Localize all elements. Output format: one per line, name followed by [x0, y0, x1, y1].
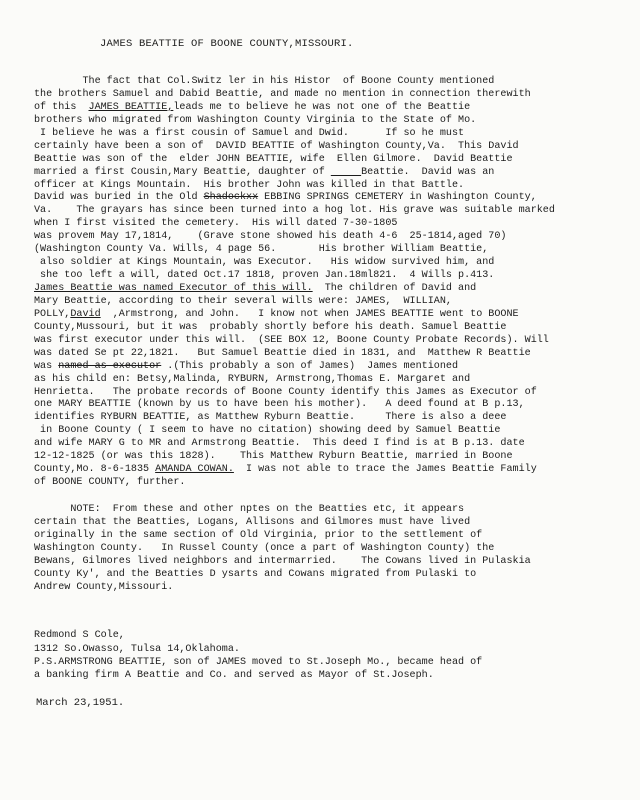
- line-text: was dated Se pt 22,1821. But Samuel Beattie died in 1831, and Matthew R Beattie: [34, 347, 531, 359]
- line-text: married a first Cousin,Mary Beattie, daughter of: [34, 166, 331, 178]
- line-text: 12-12-1825 (or was this 1828). This Matthew Ryburn Beattie, married in Boone: [34, 451, 513, 463]
- line-text: Va. The grayars has since been turned into a hog lot. His grave was suitable marked: [34, 205, 555, 217]
- line-text: .(This probably a son of James) James mentioned: [161, 360, 459, 372]
- text-line: [34, 128, 634, 141]
- line-text: certainly have been a son of DAVID BEATTIE of Washington County,Va. This David: [34, 140, 519, 152]
- signature-address: 1312 So.Owasso, Tulsa 14,Oklahoma.: [34, 644, 240, 655]
- text-line: [34, 218, 634, 231]
- text-line: [34, 102, 634, 115]
- text-line: [34, 348, 634, 361]
- line-text: Andrew County,Missouri.: [34, 581, 174, 593]
- line-text: NOTE: From these and other nptes on the Beatties etc, it appears: [34, 504, 465, 515]
- underlined-text: James Beattie was named Executor of this will.: [34, 283, 313, 294]
- line-text: EBBING SPRINGS CEMETERY in Washington County,: [258, 192, 537, 204]
- line-text: the brothers Samuel and Dabid Beattie, and made no mention in connection therewith: [34, 88, 531, 100]
- text-line: [34, 244, 634, 257]
- line-text: ,Armstrong, and John. I know not when JAMES BEATTIE went to BOONE: [100, 308, 519, 320]
- text-line: [34, 167, 634, 180]
- line-text: Beattie was son of the elder JOHN BEATTIE, wife Ellen Gilmore. David Beattie: [34, 153, 513, 165]
- line-text: County,Mo. 8-6-1835: [34, 464, 156, 476]
- line-text: in Boone County ( I seem to have no citation) showing deed by Samuel Beattie: [34, 425, 501, 437]
- text-line: [34, 530, 634, 543]
- postscript-line-2: a banking firm A Beattie and Co. and served as Mayor of St.Joseph.: [34, 670, 434, 681]
- line-text: Beattie. David was an: [361, 166, 495, 178]
- line-text: County Ky', and the Beatties D ysarts and Cowans migrated from Pulaski to: [34, 568, 477, 580]
- text-line: [34, 309, 634, 322]
- text-line: [34, 543, 634, 556]
- text-line: [34, 231, 634, 244]
- line-text: leads me to believe he was not one of the Beattie: [173, 101, 471, 113]
- line-text: (Washington County Va. Wills, 4 page 56. His brother William Beattie,: [34, 244, 489, 256]
- line-text: POLLY,: [34, 308, 71, 320]
- line-text: originally in the same section of Old Virginia, prior to the settlement of: [34, 529, 483, 541]
- line-text: David was buried in the Old: [34, 192, 204, 204]
- line-text: as his child en: Betsy,Malinda, RYBURN, Armstrong,Thomas E. Margaret and: [34, 373, 471, 385]
- letter-body: [34, 76, 634, 595]
- line-text: and wife MARY G to MR and Armstrong Beattie. This deed I find is at B p.13. date: [34, 438, 525, 450]
- text-line: [34, 556, 634, 569]
- underlined-text: David: [70, 308, 101, 320]
- document-date: March 23,1951.: [36, 697, 125, 709]
- text-line: [34, 477, 634, 490]
- text-line: [34, 451, 634, 464]
- text-line: [34, 283, 634, 296]
- line-text: Bewans, Gilmores lived neighbors and intermarried. The Cowans lived in Pulaskia: [34, 555, 531, 567]
- line-text: I believe he was a first cousin of Samuel and Dwid. If so he must: [34, 127, 465, 139]
- line-text: County,Mussouri, but it was probably shortly before his death. Samuel Beattie: [34, 321, 507, 333]
- line-text: was: [34, 360, 59, 372]
- signature-name: Redmond S Cole,: [34, 630, 125, 641]
- line-text: officer at Kings Mountain. His brother John was killed in that Battle.: [34, 179, 465, 191]
- line-text: The children of David and: [312, 283, 477, 294]
- text-line: [34, 582, 634, 595]
- line-text: Mary Beattie, according to their several wills were: JAMES, WILLIAN,: [34, 295, 452, 307]
- text-line: [34, 399, 634, 412]
- text-line: [34, 115, 634, 128]
- text-line: [34, 270, 634, 283]
- text-line: [34, 569, 634, 582]
- text-line: [34, 296, 634, 309]
- paragraph-gap: [34, 490, 634, 504]
- line-text: she too left a will, dated Oct.17 1818, proven Jan.18ml821. 4 Wills p.413.: [34, 270, 495, 282]
- struck-text: named as executor: [58, 360, 162, 372]
- text-line: [34, 89, 634, 102]
- text-line: [34, 205, 634, 218]
- underlined-text: AMANDA COWAN.: [155, 464, 234, 476]
- text-line: [34, 192, 634, 205]
- line-text: also soldier at Kings Mountain, was Executor. His widow survived him, and: [34, 257, 495, 269]
- line-text: brothers who migrated from Washington County Virginia to the State of Mo.: [34, 114, 477, 126]
- line-text: was first executor under this will. (SEE BOX 12, Boone County Probate Records). Will: [34, 334, 549, 346]
- line-text: when I first visited the cemetery. His will dated 7-30-1805: [34, 218, 398, 230]
- line-text: of this: [34, 101, 89, 113]
- underlined-text: [331, 167, 361, 178]
- line-text: identifies RYBURN BEATTIE, as Matthew Ryburn Beattie. There is also a deee: [34, 412, 507, 424]
- underlined-text: JAMES BEATTIE,: [88, 101, 174, 113]
- text-line: [34, 387, 634, 400]
- line-text: one MARY BEATTIE (known by us to have been his mother). A deed found at B p.13,: [34, 399, 525, 411]
- text-line: [34, 425, 634, 438]
- line-text: was provem May 17,1814, (Grave stone showed his death 4-6 25-1814,aged 70): [34, 231, 507, 243]
- line-text: of BOONE COUNTY, further.: [34, 477, 186, 489]
- text-line: [34, 361, 634, 374]
- text-line: [34, 322, 634, 335]
- line-text: Washington County. In Russel County (once a part of Washington County) the: [34, 542, 495, 554]
- line-text: Henrietta. The probate records of Boone County identify this James as Executor of: [34, 386, 537, 398]
- text-line: [34, 154, 634, 167]
- text-line: [34, 257, 634, 270]
- postscript-line-1: P.S.ARMSTRONG BEATTIE, son of JAMES moved to St.Joseph Mo., became head of: [34, 657, 483, 668]
- line-text: certain that the Beatties, Logans, Allisons and Gilmores must have lived: [34, 516, 471, 528]
- text-line: [34, 180, 634, 193]
- text-line: [34, 438, 634, 451]
- text-line: [34, 517, 634, 530]
- line-text: I was not able to trace the James Beattie Family: [233, 464, 537, 476]
- text-line: [34, 374, 634, 387]
- text-line: [34, 504, 634, 517]
- text-line: [34, 335, 634, 348]
- text-line: [34, 412, 634, 425]
- line-text: The fact that Col.Switz ler in his Histor of Boone County mentioned: [34, 76, 495, 87]
- text-line: [34, 464, 634, 477]
- text-line: [34, 141, 634, 154]
- struck-text: Shadockxx: [203, 192, 259, 204]
- document-title: JAMES BEATTIE OF BOONE COUNTY,MISSOURI.: [100, 38, 354, 50]
- text-line: [34, 76, 634, 89]
